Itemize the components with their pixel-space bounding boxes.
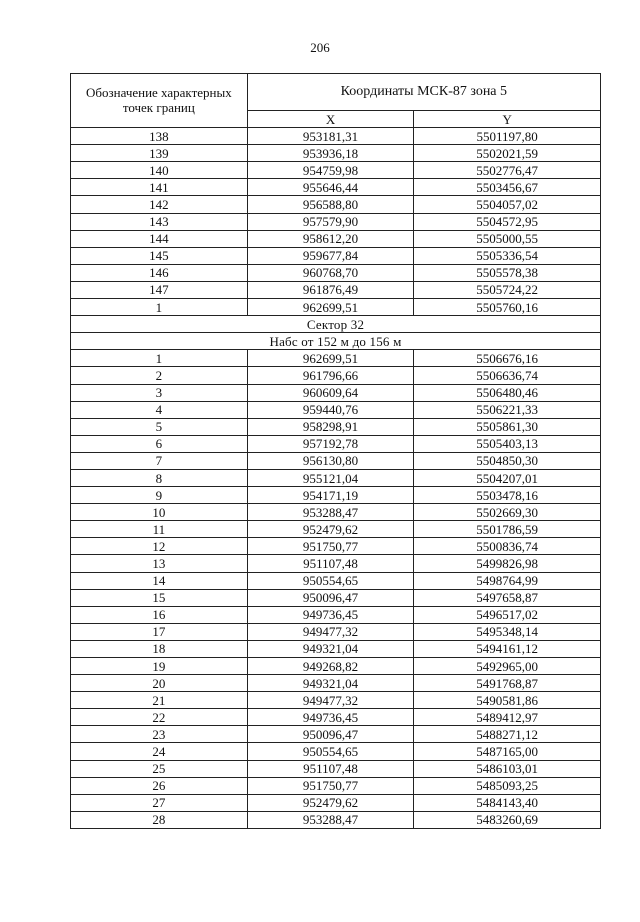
- sector-rows: [71, 316, 601, 350]
- table-row: [71, 623, 601, 640]
- point-number: 28: [71, 811, 248, 828]
- table-row: [71, 777, 601, 794]
- point-number: 15: [71, 589, 248, 606]
- table-row: [71, 435, 601, 452]
- coord-x: 962699,51: [247, 299, 414, 316]
- coord-x: 951107,48: [247, 760, 414, 777]
- table-row: [71, 162, 601, 179]
- coord-x: 950554,65: [247, 572, 414, 589]
- point-number: 142: [71, 196, 248, 213]
- coord-y: 5506636,74: [414, 367, 601, 384]
- sector-title: Сектор 32: [71, 316, 601, 333]
- table-row: [71, 726, 601, 743]
- header-row: [71, 74, 601, 111]
- point-number: 3: [71, 384, 248, 401]
- coord-y: 5504057,02: [414, 196, 601, 213]
- table-row: [71, 230, 601, 247]
- coord-x: 949268,82: [247, 658, 414, 675]
- table-row: [71, 469, 601, 486]
- point-number: 138: [71, 128, 248, 145]
- coord-y: 5499826,98: [414, 555, 601, 572]
- point-number: 6: [71, 435, 248, 452]
- coord-y: 5483260,69: [414, 811, 601, 828]
- coord-x: 950096,47: [247, 589, 414, 606]
- coord-x: 957579,90: [247, 213, 414, 230]
- table-row: [71, 640, 601, 657]
- coord-y: 5505403,13: [414, 435, 601, 452]
- point-number: 8: [71, 469, 248, 486]
- header-designation: Обозначение характерных точек границ: [71, 74, 248, 128]
- table-row: [71, 401, 601, 418]
- table-row: [71, 281, 601, 298]
- coord-x: 955646,44: [247, 179, 414, 196]
- coord-x: 949736,45: [247, 606, 414, 623]
- coordinates-table: [70, 73, 601, 829]
- coord-y: 5497658,87: [414, 589, 601, 606]
- coord-y: 5504207,01: [414, 469, 601, 486]
- coord-y: 5504850,30: [414, 452, 601, 469]
- coord-x: 949321,04: [247, 675, 414, 692]
- coord-x: 961876,49: [247, 281, 414, 298]
- coord-y: 5501197,80: [414, 128, 601, 145]
- table-row: [71, 794, 601, 811]
- table-row: [71, 760, 601, 777]
- coord-x: 949477,32: [247, 623, 414, 640]
- coord-y: 5506480,46: [414, 384, 601, 401]
- table-row: [71, 487, 601, 504]
- coord-y: 5505861,30: [414, 418, 601, 435]
- table-row: [71, 589, 601, 606]
- point-number: 4: [71, 401, 248, 418]
- coord-x: 960609,64: [247, 384, 414, 401]
- height-range-row: [71, 333, 601, 350]
- coord-x: 952479,62: [247, 794, 414, 811]
- point-number: 13: [71, 555, 248, 572]
- coord-y: 5487165,00: [414, 743, 601, 760]
- table-row: [71, 179, 601, 196]
- coord-y: 5496517,02: [414, 606, 601, 623]
- table-row: [71, 538, 601, 555]
- table-row: [71, 452, 601, 469]
- point-number: 20: [71, 675, 248, 692]
- coord-y: 5495348,14: [414, 623, 601, 640]
- coord-y: 5494161,12: [414, 640, 601, 657]
- coord-x: 949736,45: [247, 709, 414, 726]
- coord-x: 950096,47: [247, 726, 414, 743]
- coord-x: 958612,20: [247, 230, 414, 247]
- coord-y: 5505760,16: [414, 299, 601, 316]
- coord-y: 5505000,55: [414, 230, 601, 247]
- table-row: [71, 555, 601, 572]
- coord-x: 949321,04: [247, 640, 414, 657]
- table-row: [71, 692, 601, 709]
- table-row: [71, 350, 601, 367]
- point-number: 23: [71, 726, 248, 743]
- point-number: 11: [71, 521, 248, 538]
- coord-x: 951107,48: [247, 555, 414, 572]
- point-number: 141: [71, 179, 248, 196]
- coord-y: 5505336,54: [414, 247, 601, 264]
- coord-x: 953181,31: [247, 128, 414, 145]
- coord-x: 958298,91: [247, 418, 414, 435]
- point-number: 1: [71, 350, 248, 367]
- table-body-part1: [71, 128, 601, 316]
- coord-x: 953936,18: [247, 145, 414, 162]
- table-row: [71, 418, 601, 435]
- coord-x: 955121,04: [247, 469, 414, 486]
- table-row: [71, 811, 601, 828]
- point-number: 5: [71, 418, 248, 435]
- coord-y: 5500836,74: [414, 538, 601, 555]
- coord-y: 5491768,87: [414, 675, 601, 692]
- coord-x: 954171,19: [247, 487, 414, 504]
- point-number: 19: [71, 658, 248, 675]
- point-number: 10: [71, 504, 248, 521]
- point-number: 140: [71, 162, 248, 179]
- coord-y: 5505724,22: [414, 281, 601, 298]
- coord-x: 951750,77: [247, 538, 414, 555]
- point-number: 21: [71, 692, 248, 709]
- point-number: 145: [71, 247, 248, 264]
- coord-y: 5505578,38: [414, 264, 601, 281]
- point-number: 14: [71, 572, 248, 589]
- table-row: [71, 606, 601, 623]
- table-row: [71, 521, 601, 538]
- point-number: 27: [71, 794, 248, 811]
- coord-y: 5502021,59: [414, 145, 601, 162]
- table-row: [71, 128, 601, 145]
- coord-y: 5498764,99: [414, 572, 601, 589]
- coord-y: 5506221,33: [414, 401, 601, 418]
- coord-x: 957192,78: [247, 435, 414, 452]
- coord-y: 5488271,12: [414, 726, 601, 743]
- coord-x: 956130,80: [247, 452, 414, 469]
- coord-x: 962699,51: [247, 350, 414, 367]
- coord-x: 960768,70: [247, 264, 414, 281]
- coord-x: 949477,32: [247, 692, 414, 709]
- sector-title-row: [71, 316, 601, 333]
- point-number: 16: [71, 606, 248, 623]
- table-row: [71, 247, 601, 264]
- table-row: [71, 675, 601, 692]
- coord-y: 5504572,95: [414, 213, 601, 230]
- coord-x: 952479,62: [247, 521, 414, 538]
- table-body-part2: [71, 350, 601, 829]
- point-number: 146: [71, 264, 248, 281]
- point-number: 18: [71, 640, 248, 657]
- page-number: 206: [310, 40, 330, 55]
- coord-x: 953288,47: [247, 811, 414, 828]
- point-number: 7: [71, 452, 248, 469]
- table-row: [71, 384, 601, 401]
- point-number: 17: [71, 623, 248, 640]
- coord-y: 5506676,16: [414, 350, 601, 367]
- point-number: 25: [71, 760, 248, 777]
- point-number: 26: [71, 777, 248, 794]
- point-number: 12: [71, 538, 248, 555]
- coord-x: 961796,66: [247, 367, 414, 384]
- coord-y: 5484143,40: [414, 794, 601, 811]
- point-number: 9: [71, 487, 248, 504]
- coord-x: 959677,84: [247, 247, 414, 264]
- coord-y: 5490581,86: [414, 692, 601, 709]
- table-row: [71, 213, 601, 230]
- point-number: 139: [71, 145, 248, 162]
- table-row: [71, 145, 601, 162]
- coord-x: 954759,98: [247, 162, 414, 179]
- table-row: [71, 658, 601, 675]
- coord-x: 951750,77: [247, 777, 414, 794]
- point-number: 143: [71, 213, 248, 230]
- coord-y: 5502669,30: [414, 504, 601, 521]
- table-row: [71, 743, 601, 760]
- coord-y: 5489412,97: [414, 709, 601, 726]
- table-row: [71, 572, 601, 589]
- point-number: 1: [71, 299, 248, 316]
- coord-y: 5502776,47: [414, 162, 601, 179]
- table-row: [71, 264, 601, 281]
- coord-y: 5485093,25: [414, 777, 601, 794]
- point-number: 144: [71, 230, 248, 247]
- coord-x: 956588,80: [247, 196, 414, 213]
- table-row: [71, 709, 601, 726]
- coord-x: 959440,76: [247, 401, 414, 418]
- coord-x: 950554,65: [247, 743, 414, 760]
- point-number: 147: [71, 281, 248, 298]
- table-row: [71, 367, 601, 384]
- table-row: [71, 299, 601, 316]
- coord-y: 5503478,16: [414, 487, 601, 504]
- coord-x: 953288,47: [247, 504, 414, 521]
- table-row: [71, 196, 601, 213]
- height-range: Набс от 152 м до 156 м: [71, 333, 601, 350]
- coord-y: 5501786,59: [414, 521, 601, 538]
- point-number: 24: [71, 743, 248, 760]
- table-row: [71, 504, 601, 521]
- header-coordinate-system: Координаты МСК-87 зона 5: [247, 74, 600, 111]
- point-number: 2: [71, 367, 248, 384]
- point-number: 22: [71, 709, 248, 726]
- coord-y: 5486103,01: [414, 760, 601, 777]
- header-x: X: [247, 111, 414, 128]
- header-y: Y: [414, 111, 601, 128]
- coord-y: 5492965,00: [414, 658, 601, 675]
- coord-y: 5503456,67: [414, 179, 601, 196]
